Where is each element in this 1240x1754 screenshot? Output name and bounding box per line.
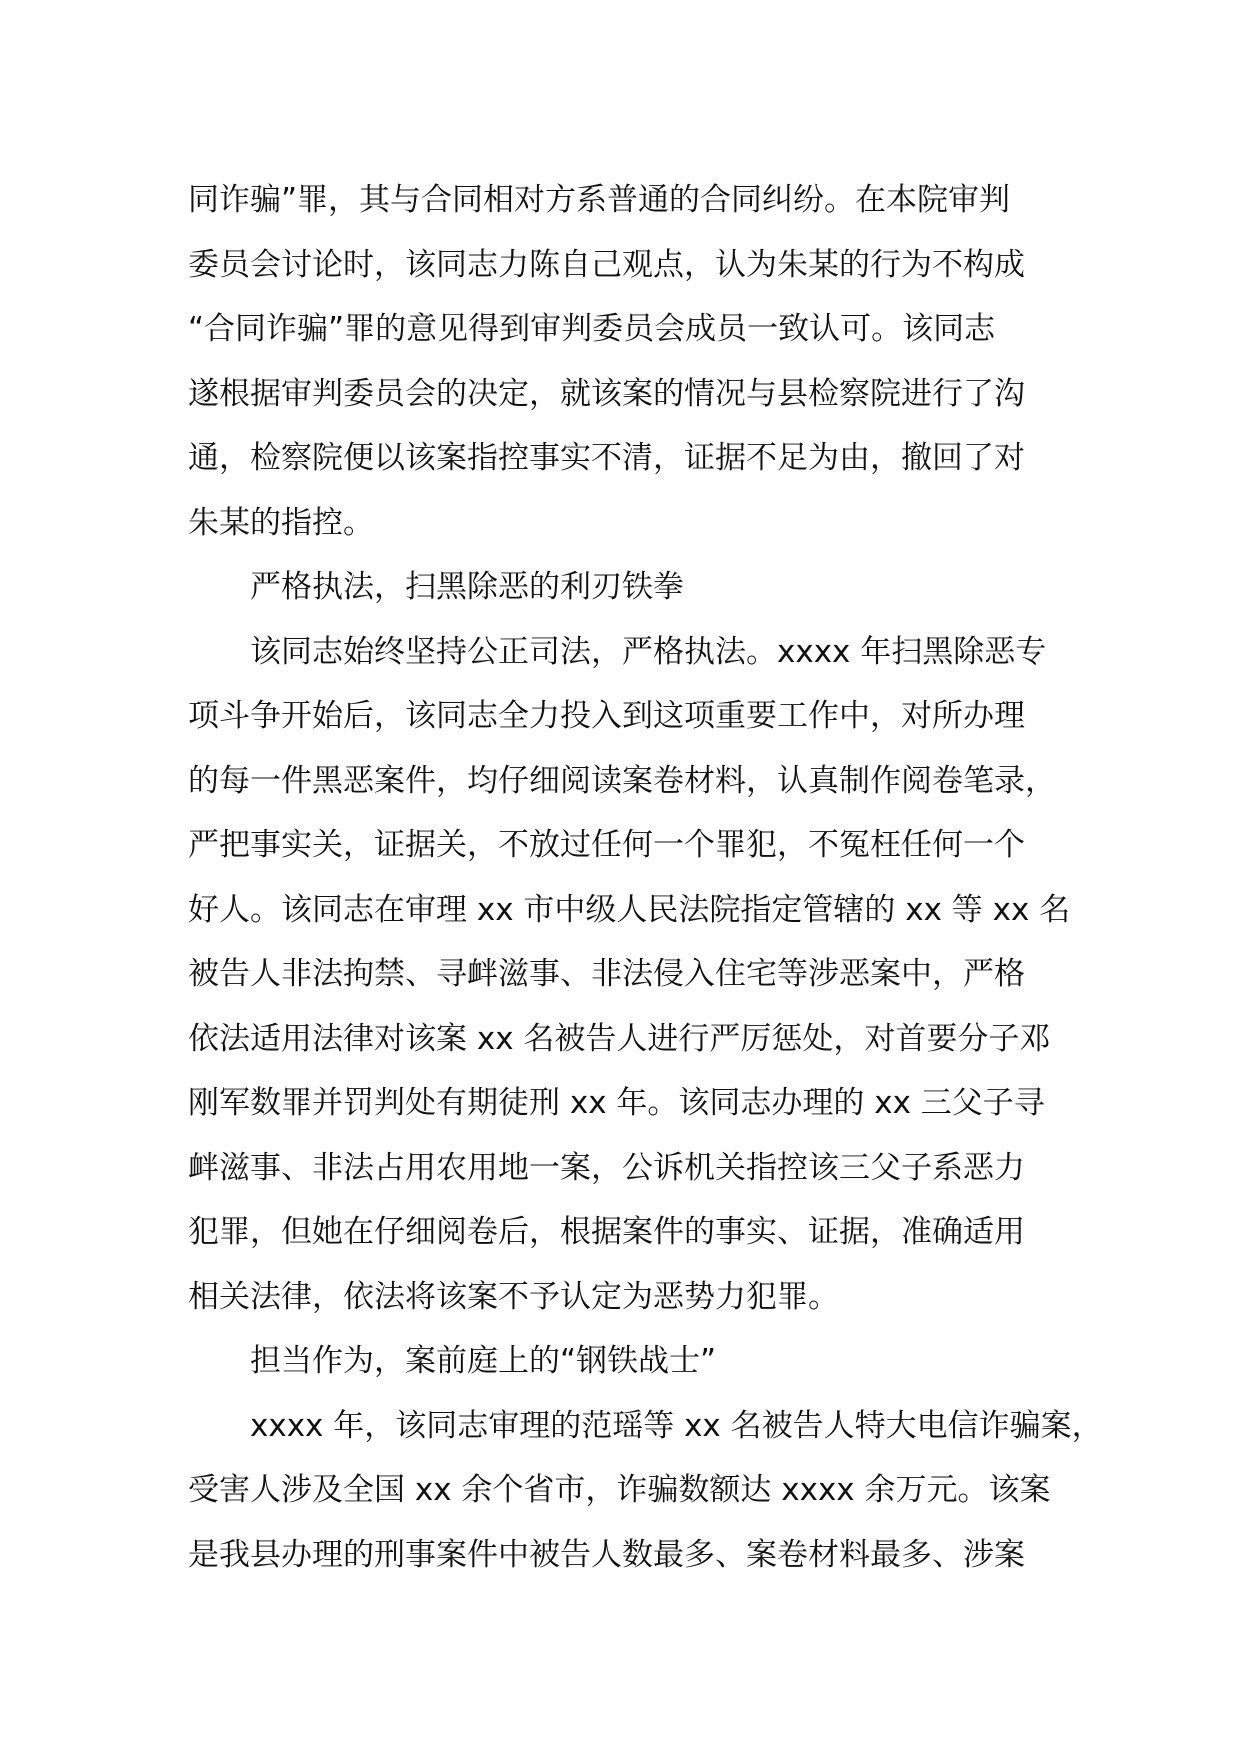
paragraph-line: 朱某的指控。 xyxy=(188,504,374,541)
section-heading: 严格执法，扫黑除恶的利刃铁拳 xyxy=(250,569,684,605)
document-body xyxy=(188,168,1103,1587)
paragraph-line: 严把事实关，证据关，不放过任何一个罪犯，不冤枉任何一个 xyxy=(188,827,1025,863)
paragraph-line: 遂根据审判委员会的决定，就该案的情况与县检察院进行了沟 xyxy=(188,375,1025,412)
paragraph-line: 依法适用法律对该案 xx 名被告人进行严厉惩处，对首要分子邓 xyxy=(188,1020,1051,1057)
paragraph-line: 的每一件黑恶案件，均仔细阅读案卷材料，认真制作阅卷笔录， xyxy=(188,762,1056,799)
paragraph-line: xxxx 年，该同志审理的范瑶等 xx 名被告人特大电信诈骗案， xyxy=(250,1407,1103,1444)
paragraph-line: 好人。该同志在审理 xx 市中级人民法院指定管辖的 xx 等 xx 名 xyxy=(188,891,1071,928)
paragraph-line: 衅滋事、非法占用农用地一案，公诉机关指控该三父子系恶力 xyxy=(188,1149,1025,1186)
paragraph-line: 受害人涉及全国 xx 余个省市，诈骗数额达 xxxx 余万元。该案 xyxy=(188,1472,1051,1508)
paragraph-line: 该同志始终坚持公正司法，严格执法。xxxx 年扫黑除恶专 xyxy=(250,633,1047,670)
paragraph-line: 通，检察院便以该案指控事实不清，证据不足为由，撤回了对 xyxy=(188,440,1025,476)
paragraph-line: 被告人非法拘禁、寻衅滋事、非法侵入住宅等涉恶案中，严格 xyxy=(188,956,1025,992)
paragraph-line: “合同诈骗”罪的意见得到审判委员会成员一致认可。该同志 xyxy=(188,311,996,347)
paragraph-line: 相关法律，依法将该案不予认定为恶势力犯罪。 xyxy=(188,1278,839,1315)
paragraph-line: 刚军数罪并罚判处有期徒刑 xx 年。该同志办理的 xx 三父子寻 xyxy=(188,1085,1045,1121)
paragraph-line: 委员会讨论时，该同志力陈自己观点，认为朱某的行为不构成 xyxy=(188,246,1025,283)
section-heading: 担当作为，案前庭上的“钢铁战士” xyxy=(250,1343,717,1379)
paragraph-line: 同诈骗”罪，其与合同相对方系普通的合同纠纷。在本院审判 xyxy=(188,182,1011,218)
paragraph-line: 项斗争开始后，该同志全力投入到这项重要工作中，对所办理 xyxy=(188,698,1025,734)
paragraph-line: 犯罪，但她在仔细阅卷后，根据案件的事实、证据，准确适用 xyxy=(188,1214,1025,1250)
paragraph-line: 是我县办理的刑事案件中被告人数最多、案卷材料最多、涉案 xyxy=(188,1536,1025,1573)
